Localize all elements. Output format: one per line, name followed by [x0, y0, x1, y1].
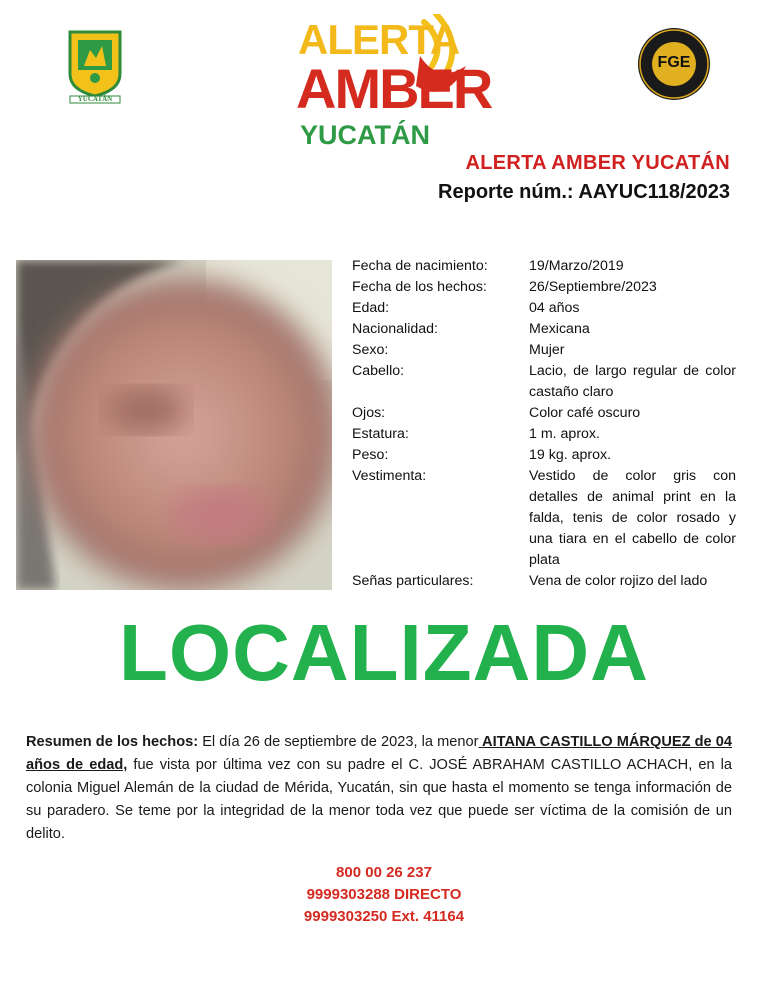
detail-value: Color café oscuro [529, 405, 641, 421]
summary-intro: El día 26 de septiembre de 2023, la menor [198, 734, 479, 750]
logo-line-amber: AMBER [296, 57, 492, 120]
detail-row [352, 445, 736, 466]
summary-paragraph [26, 731, 732, 846]
detail-value: 1 m. aprox. [529, 426, 600, 442]
detail-label: Ojos: [352, 405, 386, 421]
summary-body: fue vista por última vez con su padre el C. JOSÉ ABRAHAM CASTILLO ACHACH, en la colonia Miguel Alemán de la ciudad de Mérida, Yucatán, sin que hasta el momento se tenga información de su paradero. Se teme por la integridad de la menor toda vez que puede ser víctima de la comisión de un delito. [26, 757, 732, 842]
detail-value: Vena de color rojizo del lado [529, 573, 708, 589]
detail-row [352, 466, 736, 571]
logo-line-alerta: ALERTA [298, 16, 460, 63]
detail-value: Vestido de color gris con detalles de animal print en la falda, tenis de color rosado y una tiara en el cabello de color plata [529, 468, 736, 568]
detail-label: Vestimenta: [352, 468, 427, 484]
phone-hotline[interactable]: 800 00 26 237 [336, 864, 432, 881]
detail-label: Peso: [352, 447, 389, 463]
detail-label: Nacionalidad: [352, 321, 438, 337]
yucatan-crest-logo [66, 28, 124, 104]
detail-row [352, 256, 736, 277]
detail-row [352, 424, 736, 445]
phone-direct[interactable]: 9999303288 DIRECTO [306, 886, 462, 903]
detail-label: Fecha de nacimiento: [352, 258, 488, 274]
detail-label: Señas particulares: [352, 573, 474, 589]
detail-value: Mujer [529, 342, 565, 358]
report-number: Reporte núm.: AAYUC118/2023 [438, 181, 730, 203]
detail-row [352, 298, 736, 319]
detail-value: Mexicana [529, 321, 590, 337]
detail-label: Sexo: [352, 342, 389, 358]
detail-row [352, 403, 736, 424]
summary-label: Resumen de los hechos: [26, 734, 199, 750]
phone-extension[interactable]: 9999303250 Ext. 41164 [303, 908, 465, 925]
details-table [352, 256, 736, 592]
detail-value: 19/Marzo/2019 [529, 258, 624, 274]
detail-label: Edad: [352, 300, 390, 316]
logo-line-yucatan: YUCATÁN [300, 120, 430, 150]
detail-value: Lacio, de largo regular de color castaño claro [529, 363, 736, 400]
alert-title: ALERTA AMBER YUCATÁN [465, 152, 730, 174]
status-localizada: LOCALIZADA [119, 608, 649, 697]
fge-seal-logo [636, 26, 712, 102]
detail-label: Estatura: [352, 426, 409, 442]
summary-child-name: AITANA CASTILLO MÁRQUEZ de 04 años de edad, [26, 734, 732, 773]
detail-row [352, 277, 736, 298]
detail-row [352, 319, 736, 340]
detail-value: 04 años [529, 300, 580, 316]
detail-row [352, 361, 736, 403]
alerta-amber-logo [296, 14, 492, 150]
detail-value: 19 kg. aprox. [529, 447, 612, 463]
detail-row [352, 571, 736, 592]
contact-phones [0, 862, 768, 928]
crest-caption: YUCATÁN [77, 95, 113, 103]
detail-value: 26/Septiembre/2023 [529, 279, 657, 295]
detail-label: Fecha de los hechos: [352, 279, 487, 295]
missing-child-photo [16, 260, 332, 590]
detail-label: Cabello: [352, 363, 405, 379]
detail-row [352, 340, 736, 361]
seal-center-text: FGE [657, 54, 691, 71]
